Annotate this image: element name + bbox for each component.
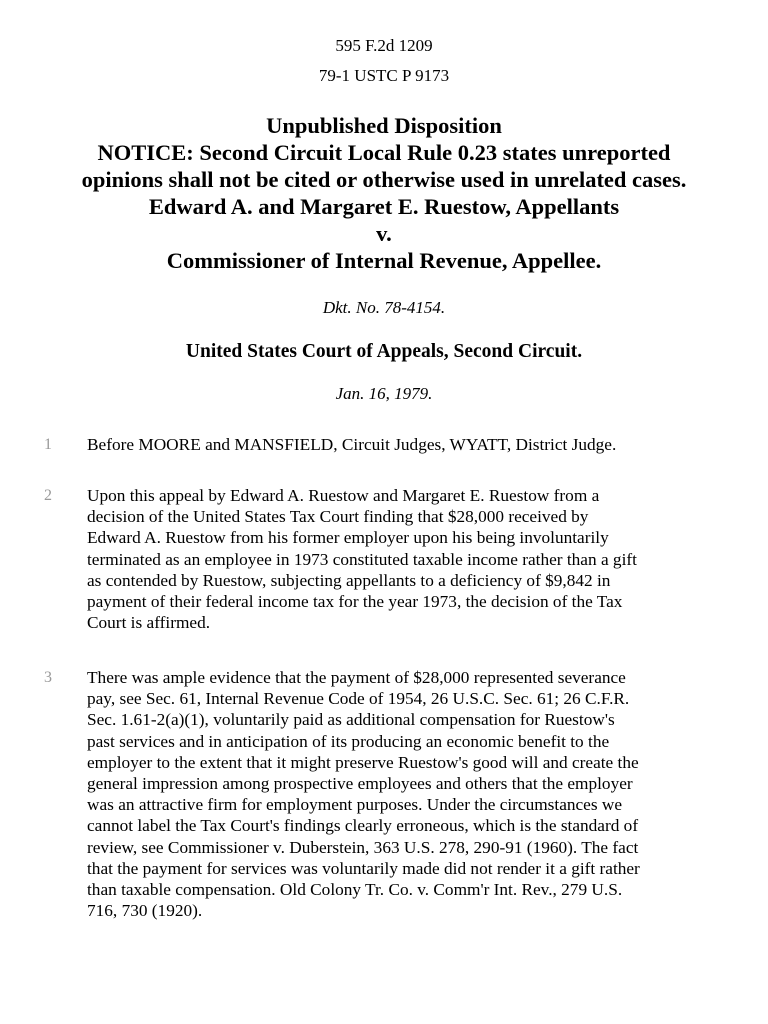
text-line: pay, see Sec. 61, Internal Revenue Code of 1954, 26 U.S.C. Sec. 61; 26 C.F.R. <box>87 689 630 709</box>
text-line: Before MOORE and MANSFIELD, Circuit Judges, WYATT, District Judge. <box>87 435 617 454</box>
paragraph-number: 3 <box>44 669 52 686</box>
tax-citation: 79-1 USTC P 9173 <box>318 66 450 85</box>
court-name: United States Court of Appeals, Second Circuit. <box>185 341 583 362</box>
docket-number: Dkt. No. 78-4154. <box>322 298 446 317</box>
case-heading <box>0 112 768 274</box>
text-line: past services and in anticipation of its producing an economic benefit to the <box>87 731 610 751</box>
disposition-label: Unpublished Disposition <box>266 113 502 138</box>
text-line: Court is affirmed. <box>87 613 211 633</box>
paragraph-text <box>87 485 727 633</box>
appellee-name: Commissioner of Internal Revenue, Appellee. <box>166 248 602 273</box>
notice-line-1: NOTICE: Second Circuit Local Rule 0.23 states unreported <box>97 140 671 165</box>
decision-date: Jan. 16, 1979. <box>335 384 433 403</box>
text-line: Sec. 1.61-2(a)(1), voluntarily paid as additional compensation for Ruestow's <box>87 710 615 730</box>
text-line: general impression among prospective employees and others that the employer <box>87 774 633 794</box>
paragraph-text <box>87 667 727 921</box>
text-line: review, see Commissioner v. Duberstein, 363 U.S. 278, 290-91 (1960). The fact <box>87 837 639 857</box>
text-line: Edward A. Ruestow from his former employer upon his being involuntarily <box>87 528 609 548</box>
text-line: Upon this appeal by Edward A. Ruestow and Margaret E. Ruestow from a <box>87 486 600 505</box>
text-line: that the payment for services was voluntarily made did not render it a gift rather <box>87 858 640 878</box>
text-line: decision of the United States Tax Court finding that $28,000 received by <box>87 507 589 527</box>
versus: v. <box>376 221 392 246</box>
text-line: than taxable compensation. Old Colony Tr. Co. v. Comm'r Int. Rev., 279 U.S. <box>87 880 623 900</box>
text-line: as contended by Ruestow, subjecting appellants to a deficiency of $9,842 in <box>87 570 611 590</box>
text-line: employer to the extent that it might preserve Ruestow's good will and create the <box>87 752 639 772</box>
notice-line-2: opinions shall not be cited or otherwise used in unrelated cases. <box>81 167 687 192</box>
text-line: terminated as an employee in 1973 constituted taxable income rather than a gift <box>87 549 637 569</box>
text-line: 716, 730 (1920). <box>87 901 203 921</box>
reporter-citation: 595 F.2d 1209 <box>335 36 433 55</box>
text-line: was an attractive firm for employment purposes. Under the circumstances we <box>87 795 623 815</box>
paragraph-number: 1 <box>44 436 52 453</box>
text-line: payment of their federal income tax for the year 1973, the decision of the Tax <box>87 592 623 612</box>
appellants-name: Edward A. and Margaret E. Ruestow, Appellants <box>148 194 620 219</box>
text-line: cannot label the Tax Court's findings clearly erroneous, which is the standard of <box>87 816 639 836</box>
paragraph-number: 2 <box>44 487 52 504</box>
paragraph-text <box>87 434 727 455</box>
text-line: There was ample evidence that the payment of $28,000 represented severance <box>87 668 626 687</box>
